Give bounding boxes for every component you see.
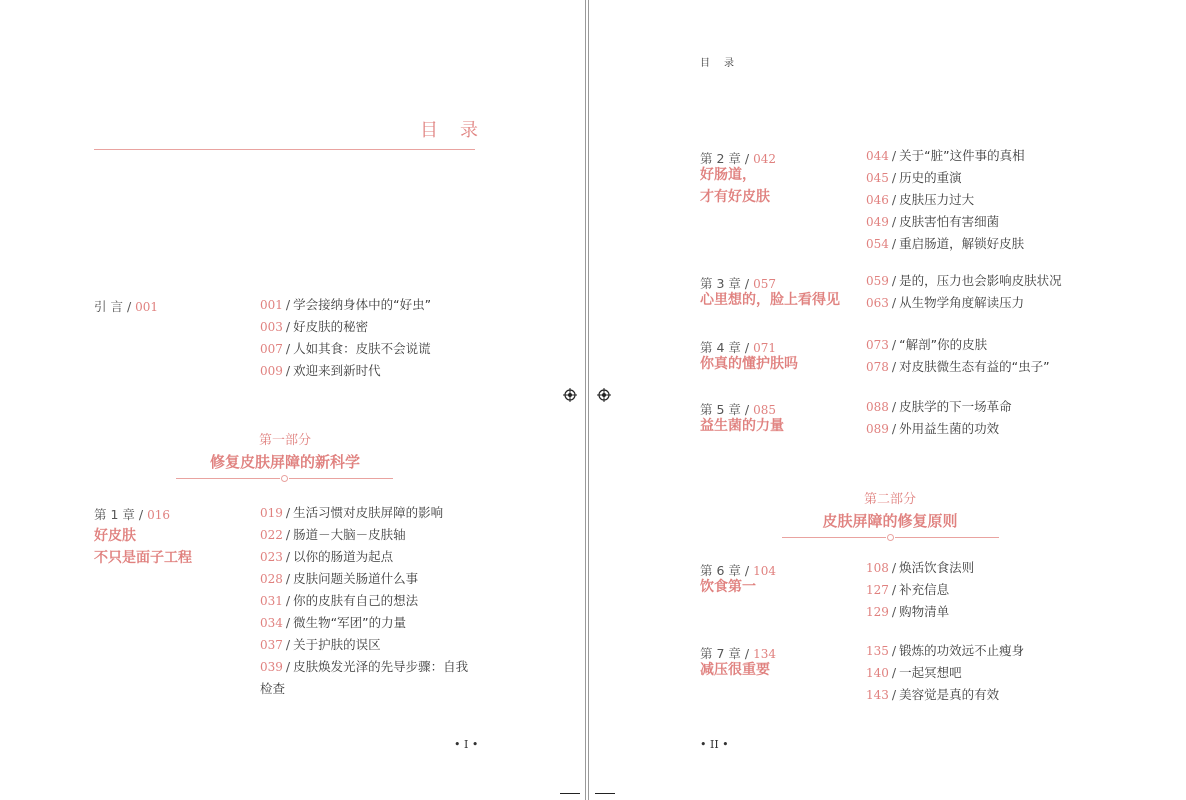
toc-entry-page: 037: [260, 638, 283, 652]
toc-entry-page: 108: [866, 561, 889, 575]
chapter-label-text: 第 2 章 /: [700, 151, 750, 166]
toc-entry-text: 皮肤害怕有害细菌: [899, 214, 1000, 229]
toc-entry: [260, 612, 406, 634]
running-header: 目 录: [700, 58, 736, 69]
toc-entry-slash: /: [285, 297, 291, 312]
toc-entry-slash: /: [891, 192, 897, 207]
chapter-title: 饮食第一: [700, 579, 756, 595]
toc-entry-text: 欢迎来到新时代: [293, 363, 381, 378]
toc-entry-text: 人如其食：皮肤不会说谎: [293, 341, 431, 356]
toc-entry-page: 089: [866, 422, 889, 436]
toc-entry-text: 皮肤问题关肠道什么事: [293, 571, 419, 586]
toc-entry-slash: /: [285, 571, 291, 586]
toc-entry-page: 135: [866, 644, 889, 658]
gutter-line-left: [585, 0, 586, 800]
chapter-label-text: 第 7 章 /: [700, 646, 750, 661]
part2-title: 皮肤屏障的修复原则: [822, 512, 958, 530]
part1-title: 修复皮肤屏障的新科学: [209, 453, 360, 471]
toc-entry-page: 063: [866, 296, 889, 310]
toc-entry-text: 微生物“军团”的力量: [293, 615, 407, 630]
toc-entry: [260, 546, 393, 568]
chapter-title: 才有好皮肤: [700, 189, 770, 205]
toc-entry-slash: /: [285, 615, 291, 630]
toc-entry-slash: /: [891, 273, 897, 288]
toc-entry-slash: /: [891, 604, 897, 619]
chapter-page: 134: [753, 647, 776, 661]
chapter1-page: 016: [147, 508, 170, 522]
toc-entry: [260, 338, 431, 360]
toc-entry-page: 140: [866, 666, 889, 680]
toc-entry: [260, 502, 443, 524]
toc-entry-slash: /: [891, 582, 897, 597]
toc-entry-page: 046: [866, 193, 889, 207]
toc-entry-page: 129: [866, 605, 889, 619]
toc-entry-page: 001: [260, 298, 283, 312]
toc-entry: [866, 292, 1024, 314]
toc-entry-text: 历史的重演: [899, 170, 962, 185]
toc-entry-text: 生活习惯对皮肤屏障的影响: [293, 505, 444, 520]
toc-entry: [260, 656, 468, 678]
toc-entry-slash: /: [891, 295, 897, 310]
toc-entry-continuation: 检查: [260, 681, 286, 696]
crosshair-target-icon: [597, 388, 611, 402]
toc-entry-slash: /: [891, 170, 897, 185]
toc-entry-text: 好皮肤的秘密: [293, 319, 369, 334]
toc-entry-slash: /: [891, 421, 897, 436]
chapter-page: 071: [753, 341, 776, 355]
left-page-number: • I •: [454, 738, 479, 751]
toc-entry: [866, 167, 962, 189]
chapter1-label: [94, 505, 170, 523]
part2-rule-left: [782, 537, 886, 538]
toc-entry-text: 关于护肤的误区: [293, 637, 381, 652]
toc-entry-text: 是的，压力也会影响皮肤状况: [899, 273, 1062, 288]
toc-entry-text: 皮肤焕发光泽的先导步骤：自我: [293, 659, 469, 674]
toc-entry-slash: /: [285, 593, 291, 608]
chapter-page: 104: [753, 564, 776, 578]
crop-mark-left: [560, 793, 580, 794]
chapter1-title-line1: 好皮肤: [94, 528, 136, 544]
chapter1-title-line2: 不只是面子工程: [94, 550, 192, 566]
toc-entry-slash: /: [891, 337, 897, 352]
toc-entry-text: 学会接纳身体中的“好虫”: [293, 297, 432, 312]
toc-entry-text: “解剖”你的皮肤: [899, 337, 988, 352]
toc-entry-slash: /: [285, 549, 291, 564]
toc-entry-page: 023: [260, 550, 283, 564]
chapter1-label-text: 第 1 章 /: [94, 507, 144, 522]
toc-entry-slash: /: [891, 687, 897, 702]
toc-entry-page: 028: [260, 572, 283, 586]
toc-entry: [866, 334, 987, 356]
crosshair-target-icon: [563, 388, 577, 402]
toc-entry: [260, 294, 431, 316]
toc-entry-slash: /: [285, 319, 291, 334]
chapter-label-text: 第 6 章 /: [700, 563, 750, 578]
toc-entry: [866, 662, 962, 684]
toc-entry-slash: /: [891, 214, 897, 229]
toc-entry-page: 059: [866, 274, 889, 288]
toc-entry-page: 039: [260, 660, 283, 674]
toc-entry-page: 073: [866, 338, 889, 352]
toc-entry-page: 031: [260, 594, 283, 608]
chapter-title: 好肠道，: [700, 167, 756, 183]
intro-page: 001: [135, 300, 159, 314]
chapter-title: 减压很重要: [700, 662, 770, 678]
toc-entry-text: 外用益生菌的功效: [899, 421, 1000, 436]
toc-entry-text: 补充信息: [899, 582, 950, 597]
toc-entry-slash: /: [285, 659, 291, 674]
toc-entry: [260, 634, 381, 656]
toc-entry-text: 美容觉是真的有效: [899, 687, 1000, 702]
toc-entry-page: 019: [260, 506, 283, 520]
part1-rule-dot: [281, 475, 288, 482]
toc-entry: [866, 579, 949, 601]
chapter-title: 你真的懂护肤吗: [700, 356, 798, 372]
toc-entry-slash: /: [891, 643, 897, 658]
toc-entry-page: 049: [866, 215, 889, 229]
part2-name: 第二部分: [863, 492, 916, 507]
toc-entry-page: 127: [866, 583, 889, 597]
intro-label-text: 引 言 /: [94, 299, 132, 314]
chapter-label-text: 第 3 章 /: [700, 276, 750, 291]
part2-rule-right: [895, 537, 999, 538]
toc-entry-text: 关于“脏”这件事的真相: [899, 148, 1025, 163]
gutter-line-right: [588, 0, 589, 800]
toc-entry: [260, 316, 368, 338]
toc-entry: [866, 211, 999, 233]
toc-entry-slash: /: [891, 665, 897, 680]
toc-entry-text: 一起冥想吧: [899, 665, 962, 680]
toc-entry-slash: /: [891, 359, 897, 374]
chapter-page: 057: [753, 277, 776, 291]
toc-heading-rule: [94, 149, 475, 150]
toc-entry-slash: /: [891, 560, 897, 575]
toc-entry: [260, 360, 381, 382]
toc-entry-slash: /: [891, 236, 897, 251]
toc-entry-text: 肠道－大脑－皮肤轴: [293, 527, 406, 542]
toc-entry-text: 购物清单: [899, 604, 950, 619]
toc-entry-slash: /: [285, 637, 291, 652]
toc-entry-page: 045: [866, 171, 889, 185]
toc-entry-text: 对皮肤微生态有益的“虫子”: [899, 359, 1050, 374]
toc-entry-slash: /: [285, 527, 291, 542]
toc-entry: [260, 524, 406, 546]
toc-entry: [866, 233, 1024, 255]
toc-entry-text: 皮肤压力过大: [899, 192, 975, 207]
toc-entry-slash: /: [891, 148, 897, 163]
toc-entry-text: 锻炼的功效远不止瘦身: [899, 643, 1025, 658]
part1-name: 第一部分: [258, 433, 311, 448]
toc-entry: [866, 270, 1062, 292]
chapter-title: 益生菌的力量: [700, 418, 784, 434]
toc-entry-slash: /: [285, 505, 291, 520]
toc-entry-page: 022: [260, 528, 283, 542]
chapter-page: 085: [753, 403, 776, 417]
toc-entry-text: 以你的肠道为起点: [293, 549, 394, 564]
intro-label: [94, 297, 158, 315]
toc-entry-slash: /: [285, 363, 291, 378]
toc-entry: [866, 145, 1025, 167]
right-page-number: • II •: [700, 738, 729, 751]
toc-entry-page: 143: [866, 688, 889, 702]
toc-entry: [866, 684, 999, 706]
toc-entry: [866, 557, 974, 579]
toc-entry-page: 054: [866, 237, 889, 251]
toc-entry-slash: /: [891, 399, 897, 414]
toc-entry: [866, 396, 1012, 418]
toc-entry-page: 088: [866, 400, 889, 414]
chapter-label-text: 第 5 章 /: [700, 402, 750, 417]
toc-heading: 目 录: [420, 120, 480, 141]
chapter-title: 心里想的，脸上看得见: [700, 292, 840, 308]
toc-entry-text: 焕活饮食法则: [899, 560, 975, 575]
part1-rule-right: [289, 478, 393, 479]
toc-entry: [866, 418, 999, 440]
toc-entry: [866, 601, 949, 623]
toc-entry-page: 044: [866, 149, 889, 163]
toc-entry: [866, 356, 1050, 378]
toc-entry-page: 003: [260, 320, 283, 334]
toc-entry-text: 皮肤学的下一场革命: [899, 399, 1012, 414]
part1-rule-left: [176, 478, 280, 479]
toc-entry: [260, 590, 418, 612]
toc-entry: [866, 189, 974, 211]
toc-entry-slash: /: [285, 341, 291, 356]
chapter-page: 042: [753, 152, 776, 166]
toc-entry: [866, 640, 1024, 662]
toc-entry-text: 从生物学角度解读压力: [899, 295, 1025, 310]
part2-rule-dot: [887, 534, 894, 541]
chapter-label-text: 第 4 章 /: [700, 340, 750, 355]
toc-entry-text: 重启肠道，解锁好皮肤: [899, 236, 1025, 251]
toc-entry-page: 034: [260, 616, 283, 630]
toc-entry-page: 078: [866, 360, 889, 374]
toc-entry-page: 009: [260, 364, 283, 378]
toc-entry-text: 你的皮肤有自己的想法: [293, 593, 419, 608]
toc-entry-page: 007: [260, 342, 283, 356]
crop-mark-right: [595, 793, 615, 794]
toc-entry: [260, 568, 418, 590]
